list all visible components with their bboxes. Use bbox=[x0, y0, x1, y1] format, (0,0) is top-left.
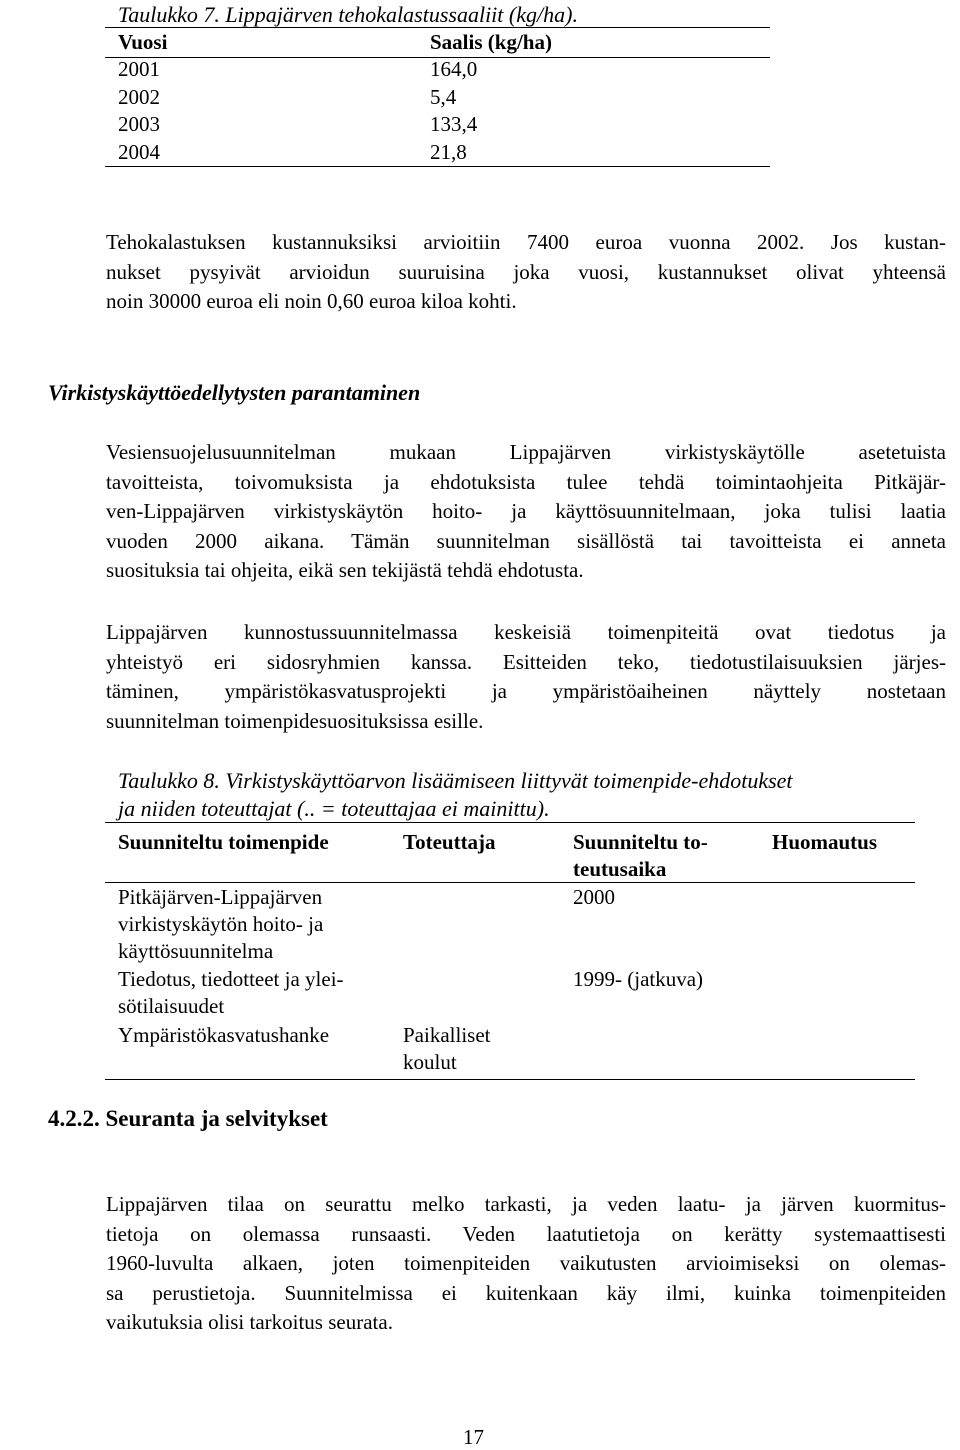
table7-cell: 164,0 bbox=[430, 57, 478, 81]
text-line: tavoitteista, toivomuksista ja ehdotuksista tulee tehdä toimintaohjeita Pitkäjär- bbox=[106, 469, 946, 494]
table8-cell-implementer: koulut bbox=[403, 1050, 457, 1074]
text-line: nukset pysyivät arvioidun suuruisina joka vuosi, kustannukset olivat yhteensä bbox=[106, 259, 946, 284]
table8-cell-measure: Ympäristökasvatushanke bbox=[118, 1023, 330, 1047]
table8-header-remarks: Huomautus bbox=[772, 830, 878, 854]
text-line: täminen, ympäristökasvatusprojekti ja ympäristöaiheinen näyttely nostetaan bbox=[106, 679, 946, 703]
table8-caption-line1: Taulukko 8. Virkistyskäyttöarvon lisäämiseen liittyvät toimenpide-ehdotukset bbox=[118, 768, 793, 793]
table7-header-catch: Saalis (kg/ha) bbox=[430, 30, 552, 54]
table7-cell: 21,8 bbox=[430, 140, 467, 164]
text-line: tietoja on olemassa runsaasti. Veden laatutietoja on kerätty systemaattisesti bbox=[106, 1221, 946, 1246]
table7-cell: 2002 bbox=[118, 85, 160, 109]
text-line: Lippajärven tilaa on seurattu melko tarkasti, ja veden laatu- ja järven kuormitus- bbox=[106, 1192, 946, 1216]
text-line: sa perustietoja. Suunnitelmissa ei kuitenkaan käy ilmi, kuinka toimenpiteiden bbox=[106, 1280, 946, 1305]
table8-header-rule bbox=[105, 882, 915, 883]
page-number: 17 bbox=[463, 1425, 484, 1449]
paragraph-monitoring bbox=[106, 1190, 946, 1338]
table7-caption: Taulukko 7. Lippajärven tehokalastussaaliit (kg/ha). bbox=[118, 2, 578, 27]
paragraph-costs bbox=[106, 228, 946, 317]
table8-bottom-rule bbox=[105, 1079, 915, 1080]
text-line: vaikutuksia olisi tarkoitus seurata. bbox=[106, 1310, 393, 1334]
table8-header-schedule-cont: teutusaika bbox=[573, 857, 667, 881]
text-line: yhteistyö eri sidosryhmien kanssa. Esitteiden teko, tiedotustilaisuuksien järjes- bbox=[106, 649, 946, 674]
table8-cell-measure: sötilaisuudet bbox=[118, 994, 225, 1018]
table8-cell-measure: virkistyskäytön hoito- ja bbox=[118, 912, 324, 936]
table7-cell: 2001 bbox=[118, 57, 160, 81]
table8-top-rule bbox=[105, 822, 915, 823]
table7-cell: 2003 bbox=[118, 112, 160, 136]
paragraph-water-protection bbox=[106, 438, 946, 586]
text-line: noin 30000 euroa eli noin 0,60 euroa kiloa kohti. bbox=[106, 289, 517, 313]
table8-header-schedule: Suunniteltu to- bbox=[573, 830, 708, 854]
table7-cell: 2004 bbox=[118, 140, 160, 164]
table7-header-year: Vuosi bbox=[118, 30, 168, 54]
table8-header-measure: Suunniteltu toimenpide bbox=[118, 830, 329, 854]
table8-cell-schedule: 1999- (jatkuva) bbox=[573, 967, 704, 991]
table7-cell: 5,4 bbox=[430, 85, 457, 109]
paragraph-restoration-plan bbox=[106, 618, 946, 736]
table8-cell-measure: Tiedotus, tiedotteet ja ylei- bbox=[118, 967, 344, 991]
table7-top-rule bbox=[105, 27, 770, 28]
table8-cell-measure: Pitkäjärven-Lippajärven bbox=[118, 885, 323, 909]
text-line: vuoden 2000 aikana. Tämän suunnitelman sisällöstä tai tavoitteista ei anneta bbox=[106, 528, 946, 553]
table8-cell-implementer: Paikalliset bbox=[403, 1023, 491, 1047]
text-line: Lippajärven kunnostussuunnitelmassa keskeisiä toimenpiteitä ovat tiedotus ja bbox=[106, 620, 946, 644]
table8-caption-line2: ja niiden toteuttajat (.. = toteuttajaa ei mainittu). bbox=[118, 796, 550, 821]
text-line: suunnitelman toimenpidesuosituksissa esille. bbox=[106, 708, 484, 733]
text-line: ven-Lippajärven virkistyskäytön hoito- ja käyttösuunnitelmaan, joka tulisi laatia bbox=[106, 499, 946, 523]
section-heading-monitoring: 4.2.2. Seuranta ja selvitykset bbox=[48, 1106, 328, 1131]
subheading-recreation: Virkistyskäyttöedellytysten parantaminen bbox=[48, 380, 421, 405]
text-line: Tehokalastuksen kustannuksiksi arvioitiin 7400 euroa vuonna 2002. Jos kustan- bbox=[106, 230, 946, 254]
table8-cell-measure: käyttösuunnitelma bbox=[118, 939, 274, 963]
table8-cell-schedule: 2000 bbox=[573, 885, 615, 909]
text-line: suosituksia tai ohjeita, eikä sen tekijästä tehdä ehdotusta. bbox=[106, 558, 584, 582]
text-line: 1960-luvulta alkaen, joten toimenpiteiden vaikutusten arvioimiseksi on olemas- bbox=[106, 1251, 946, 1275]
text-line: Vesiensuojelusuunnitelman mukaan Lippajärven virkistyskäytölle asetetuista bbox=[106, 440, 946, 464]
table7-cell: 133,4 bbox=[430, 112, 478, 136]
table8-header-implementer: Toteuttaja bbox=[403, 830, 496, 854]
table7-bottom-rule bbox=[105, 166, 770, 167]
